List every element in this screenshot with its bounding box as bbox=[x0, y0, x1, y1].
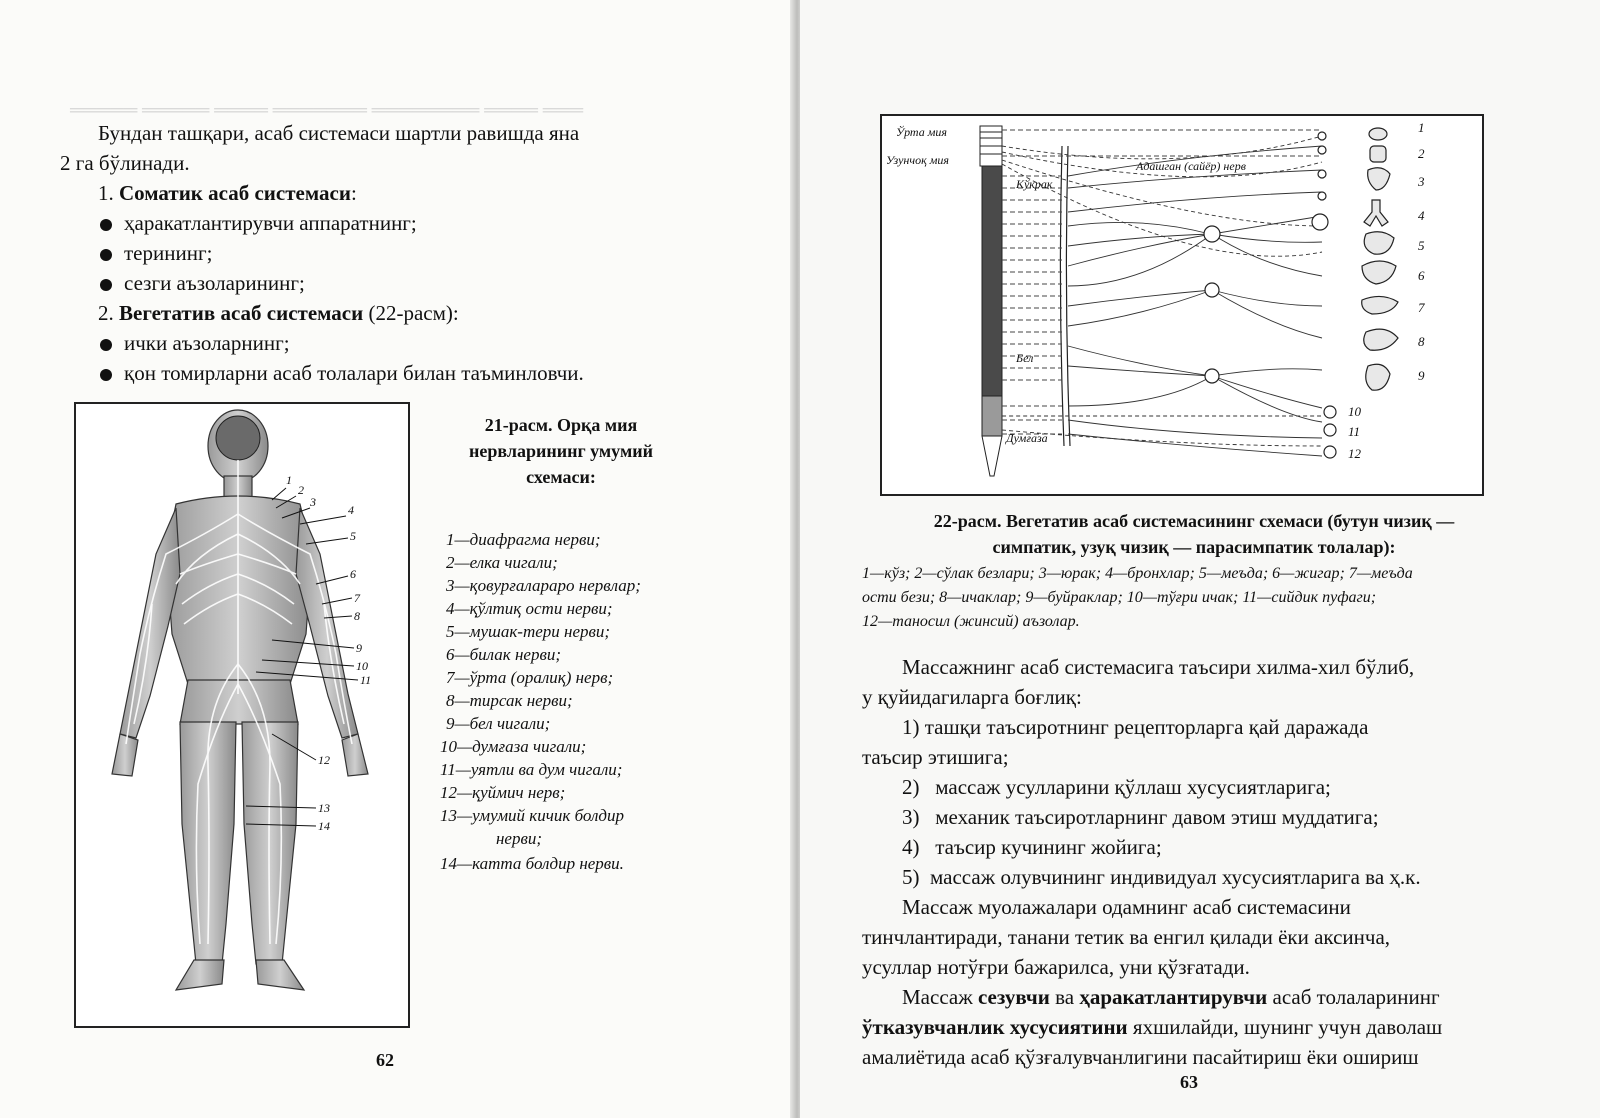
bullet-icon bbox=[100, 279, 112, 291]
page-number: 62 bbox=[376, 1050, 394, 1070]
paragraph-line: Массажнинг асаб системасига таъсири хилма-хил бўлиб, bbox=[902, 655, 1415, 679]
bullet-icon bbox=[100, 219, 112, 231]
list-number: 3) bbox=[902, 805, 920, 829]
figure-marker: 13 bbox=[318, 801, 330, 815]
legend-item: 3—қовурғалараро нервлар; bbox=[446, 576, 641, 595]
bullet-text: ички аъзоларнинг; bbox=[124, 331, 290, 355]
item2-tail: (22-расм): bbox=[363, 301, 459, 325]
caption-line: 22-расм. Вегетатив асаб системасининг схемаси (бутун чизиқ — bbox=[933, 511, 1455, 531]
paragraph-line: усуллар нотўғри бажарилса, уни қўзғатади. bbox=[862, 955, 1250, 979]
paragraph-line: амалиётида асаб қўзғалувчанлигини пасайтириш ёки ошириш bbox=[862, 1045, 1419, 1069]
organ-number: 6 bbox=[1418, 268, 1425, 283]
item1-tail: : bbox=[350, 181, 357, 205]
legend-item: 6—билак нерви; bbox=[446, 645, 562, 664]
list-number: 5) bbox=[902, 865, 920, 889]
paragraph-line: Массаж муолажалари одамнинг асаб системасини bbox=[902, 895, 1351, 919]
figure-marker: 11 bbox=[360, 673, 372, 687]
nervous-system-body-illustration bbox=[76, 404, 408, 1026]
legend-item: 2—елка чигали; bbox=[446, 553, 558, 572]
legend-item: 13—умумий кичик болдир bbox=[440, 806, 624, 825]
item1-heading bbox=[98, 178, 357, 208]
figure-22-frame bbox=[880, 114, 1484, 496]
legend-item: нерви; bbox=[496, 829, 543, 848]
list-item bbox=[902, 832, 1162, 862]
organ-number: 11 bbox=[1348, 424, 1361, 439]
organ-number: 8 bbox=[1418, 334, 1425, 349]
legend-item: 5—мушак-тери нерви; bbox=[446, 622, 611, 641]
legend-item: 4—қўлтиқ ости нерви; bbox=[446, 599, 613, 618]
legend-item: 10—думғаза чигали; bbox=[440, 737, 587, 756]
bold-run: ҳаракатлантирувчи bbox=[1079, 985, 1268, 1009]
figure-22-legend-line: 1—кўз; 2—сўлак безлари; 3—юрак; 4—бронхлар; 5—меъда; 6—жигар; 7—меъда bbox=[862, 565, 1413, 582]
bullet-icon bbox=[100, 369, 112, 381]
figure-marker: 6 bbox=[350, 567, 356, 581]
figure-21-caption bbox=[456, 412, 666, 490]
medulla-label: Узунчоқ мия bbox=[886, 153, 949, 167]
left-page bbox=[0, 0, 794, 1118]
legend-item: 9—бел чигали; bbox=[446, 714, 551, 733]
thoracic-label: Кўкрак bbox=[1016, 177, 1053, 191]
midbrain-label: Ўрта мия bbox=[896, 125, 947, 139]
list-text: таъсир кучининг жойига; bbox=[935, 835, 1162, 859]
caption-line: 21-расм. Орқа мия bbox=[484, 415, 638, 435]
list-item bbox=[902, 802, 1379, 832]
text-run: асаб толаларининг bbox=[1267, 985, 1440, 1009]
bullet-item bbox=[98, 328, 290, 358]
list-number: 4) bbox=[902, 835, 920, 859]
list-item bbox=[902, 862, 1421, 892]
organ-number: 9 bbox=[1418, 368, 1425, 383]
bullet-item bbox=[98, 358, 584, 388]
legend-item: 11—уятли ва дум чигали; bbox=[440, 760, 623, 779]
list-text: массаж олувчининг индивидуал хусусиятларига ва ҳ.к. bbox=[930, 865, 1421, 889]
paragraph-line bbox=[902, 982, 1440, 1012]
bold-run: сезувчи bbox=[977, 985, 1050, 1009]
figure-marker: 9 bbox=[356, 641, 362, 655]
paragraph-line: тинчлантиради, танани тетик ва енгил қилади ёки аксинча, bbox=[862, 925, 1391, 949]
figure-marker: 10 bbox=[356, 659, 368, 673]
figure-marker: 14 bbox=[318, 819, 330, 833]
figure-marker: 4 bbox=[348, 503, 354, 517]
sacral-label: Думғаза bbox=[1006, 431, 1048, 445]
item2-number: 2. bbox=[98, 301, 114, 325]
vegetative-nervous-system-diagram bbox=[882, 116, 1482, 494]
caption-line: симпатик, узуқ чизиқ — парасимпатик толалар): bbox=[992, 537, 1396, 557]
paragraph-line bbox=[862, 1012, 1442, 1042]
figure-21-frame bbox=[74, 402, 410, 1028]
organ-number: 1 bbox=[1418, 120, 1425, 135]
organ-number: 2 bbox=[1418, 146, 1425, 161]
bold-run: ўтказувчанлик хусусиятини bbox=[862, 1015, 1128, 1039]
bullet-text: сезги аъзоларининг; bbox=[124, 271, 305, 295]
item1-title: Соматик асаб системаси bbox=[119, 181, 351, 205]
right-page bbox=[800, 0, 1600, 1118]
legend-item: 8—тирсак нерви; bbox=[446, 691, 573, 710]
list-item bbox=[902, 712, 1368, 742]
organ-number: 4 bbox=[1418, 208, 1425, 223]
organ-number: 10 bbox=[1348, 404, 1361, 419]
figure-marker: 8 bbox=[354, 609, 360, 623]
legend-item: 12—қуймич нерв; bbox=[440, 783, 566, 802]
bullet-text: қон томирларни асаб толалари билан таъминловчи. bbox=[124, 361, 584, 385]
page-number: 63 bbox=[1180, 1072, 1198, 1092]
bullet-text: терининг; bbox=[124, 241, 213, 265]
lumbar-label: Бел bbox=[1016, 351, 1034, 365]
intro-line-1: Бундан ташқари, асаб системаси шартли равишда яна bbox=[98, 121, 580, 145]
figure-22-legend-line: 12—таносил (жинсий) аъзолар. bbox=[862, 613, 1080, 630]
figure-marker: 1 bbox=[286, 473, 292, 487]
figure-marker: 5 bbox=[350, 529, 356, 543]
paragraph-line: у қуйидагиларга боғлиқ: bbox=[862, 685, 1082, 709]
figure-22-caption bbox=[864, 508, 1524, 560]
list-item-continuation: таъсир этишига; bbox=[862, 745, 1009, 769]
list-text: механик таъсиротларнинг давом этиш муддатига; bbox=[935, 805, 1379, 829]
caption-line: схемаси: bbox=[526, 467, 596, 487]
bullet-item bbox=[98, 268, 305, 298]
list-item bbox=[902, 772, 1331, 802]
legend-item: 1—диафрагма нерви; bbox=[446, 530, 601, 549]
item2-heading bbox=[98, 298, 459, 328]
organ-number: 3 bbox=[1418, 174, 1425, 189]
legend-item: 14—катта болдир нерви. bbox=[440, 854, 624, 873]
list-text: массаж усулларини қўллаш хусусиятларига; bbox=[935, 775, 1331, 799]
list-number: 2) bbox=[902, 775, 920, 799]
figure-marker: 2 bbox=[298, 483, 304, 497]
text-run: ва bbox=[1049, 985, 1080, 1009]
bullet-item bbox=[98, 238, 212, 268]
figure-marker: 7 bbox=[354, 591, 360, 605]
text-run: яхшилайди, шунинг учун даволаш bbox=[1127, 1015, 1443, 1039]
organ-number: 5 bbox=[1418, 238, 1425, 253]
bullet-text: ҳаракатлантирувчи аппаратнинг; bbox=[124, 211, 417, 235]
bleed-through-text: ═══ ════ ════════ ═══════ ════ ═════ ═════ bbox=[70, 100, 584, 121]
organ-number: 12 bbox=[1348, 446, 1361, 461]
item1-number: 1. bbox=[98, 181, 114, 205]
caption-line: нервларининг умумий bbox=[469, 441, 653, 461]
intro-line-2: 2 га бўлинади. bbox=[60, 151, 190, 175]
figure-marker: 3 bbox=[310, 495, 316, 509]
item2-title: Вегетатив асаб системаси bbox=[119, 301, 364, 325]
bullet-item bbox=[98, 208, 417, 238]
vagus-nerve-label: Адашган (сайёр) нерв bbox=[1136, 159, 1246, 173]
legend-item: 7—ўрта (оралиқ) нерв; bbox=[446, 668, 614, 687]
text-run: Массаж bbox=[902, 985, 978, 1009]
figure-marker: 12 bbox=[318, 753, 330, 767]
bullet-icon bbox=[100, 249, 112, 261]
organ-number: 7 bbox=[1418, 300, 1425, 315]
bullet-icon bbox=[100, 339, 112, 351]
list-number: 1) bbox=[902, 715, 920, 739]
list-text: ташқи таъсиротнинг рецепторларга қай даражада bbox=[924, 715, 1369, 739]
figure-22-legend-line: ости бези; 8—ичаклар; 9—буйраклар; 10—тўғри ичак; 11—сийдик пуфаги; bbox=[862, 589, 1377, 606]
